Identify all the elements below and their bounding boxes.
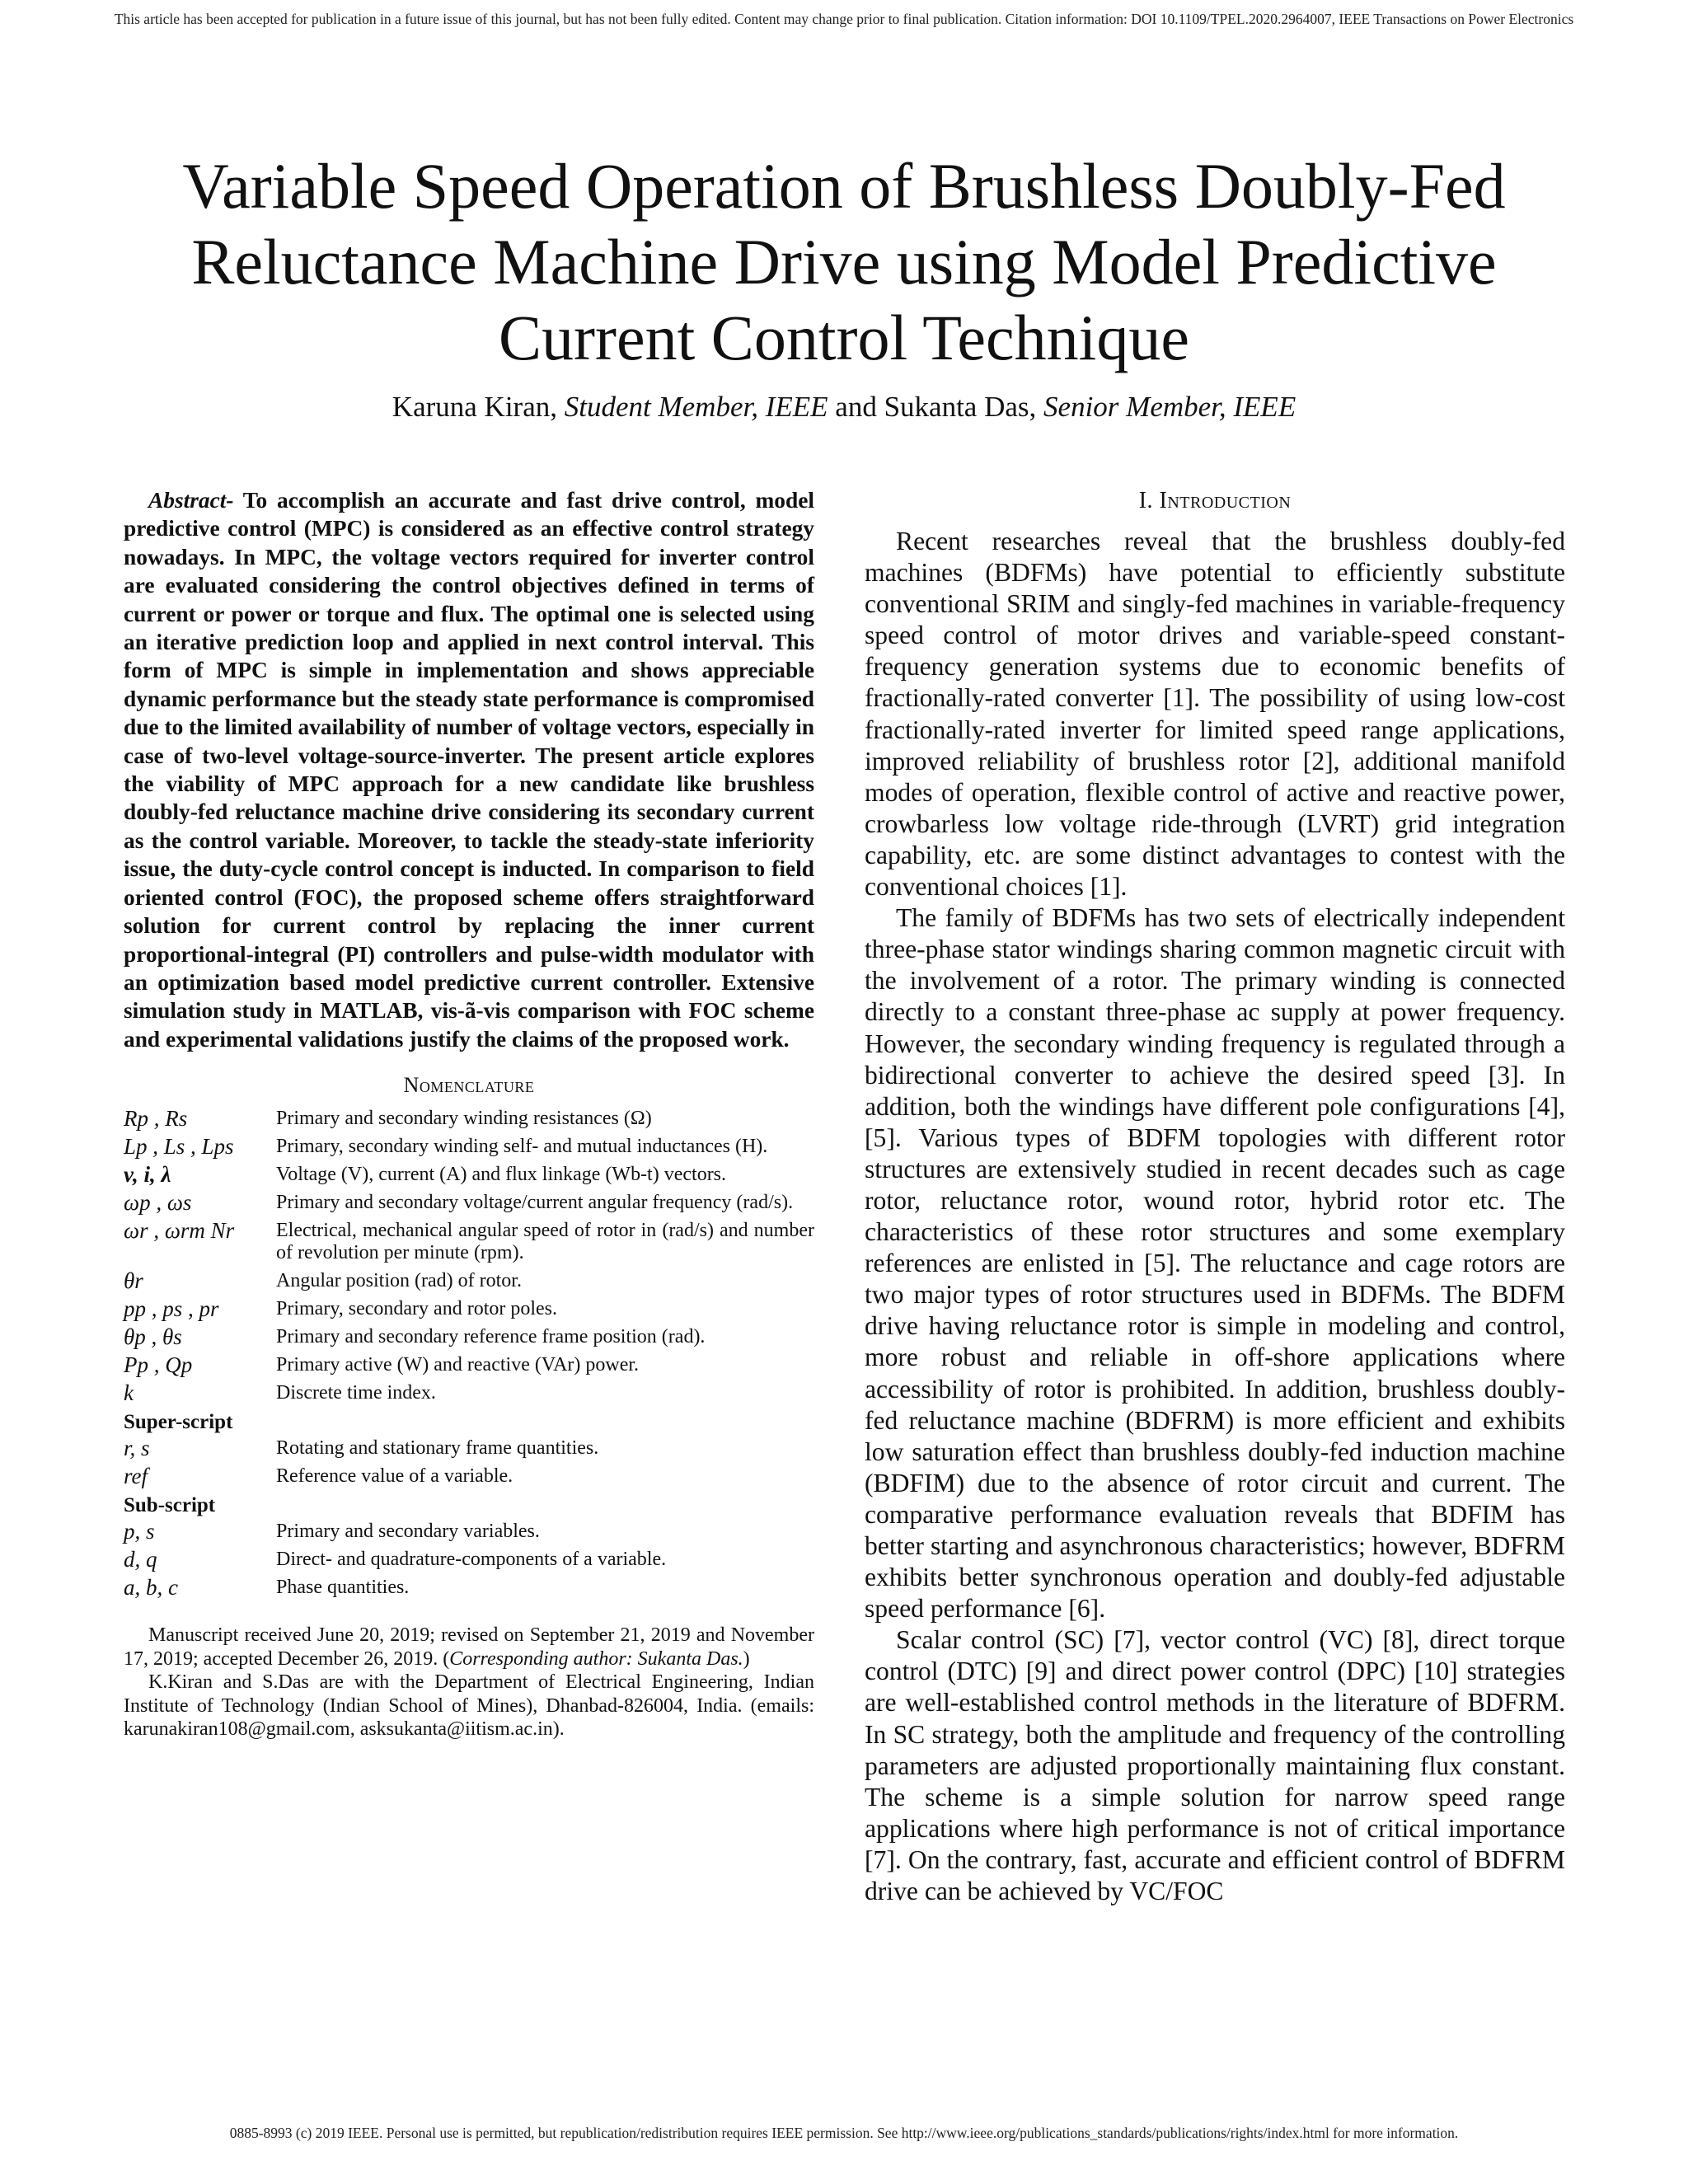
nomenclature-table <box>124 1108 814 1599</box>
nomenclature-definition: Primary and secondary winding resistances (Ω) <box>276 1108 652 1130</box>
nomenclature-symbol: ref <box>124 1464 148 1489</box>
nomenclature-row <box>124 1298 814 1320</box>
subscript-heading: Sub-script <box>124 1494 216 1517</box>
nomenclature-row <box>124 1549 814 1571</box>
nomenclature-symbol: ωp , ωs <box>124 1190 192 1216</box>
abstract <box>124 486 814 1053</box>
nomenclature-symbol: p, s <box>124 1519 155 1544</box>
nomenclature-row <box>124 1465 814 1488</box>
nomenclature-symbol: d, q <box>124 1547 157 1572</box>
nomenclature-definition: Discrete time index. <box>276 1382 436 1404</box>
corresponding-author: Corresponding author: Sukanta Das. <box>449 1647 743 1670</box>
manuscript-dates: Manuscript received June 20, 2019; revised on September 21, 2019 and November 17, 2019; accepted December 26, 2019. ( <box>124 1624 814 1670</box>
nomenclature-definition: Primary active (W) and reactive (VAr) power. <box>276 1354 640 1376</box>
nomenclature-definition: Angular position (rad) of rotor. <box>276 1270 522 1292</box>
nomenclature-row <box>124 1437 814 1460</box>
nomenclature-symbol: θr <box>124 1268 143 1294</box>
abstract-text: To accomplish an accurate and fast drive control, model predictive control (MPC) is considered as an effective control strategy nowadays. In MPC, the voltage vectors required for inverter control are evaluated considering the control objectives defined in terms of current or power or torque and flux. The optimal one is selected using an iterative prediction loop and applied in next control interval. This form of MPC is simple in implementation and shows appreciable dynamic performance but the steady state performance is compromised due to the limited availability of number of voltage vectors, especially in case of two-level voltage-source-inverter. The present article explores the viability of MPC approach for a new candidate like brushless doubly-fed reluctance machine drive considering its secondary current as the control variable. Moreover, to tackle the steady-state inferiority issue, the duty-cycle control concept is inducted. In comparison to field oriented control (FOC), the proposed scheme offers straightforward solution for current control by replacing the inner current proportional-integral (PI) controllers and pulse-width modulator with an optimization based model predictive current controller. Extensive simulation study in MATLAB, vis-ã-vis comparison with FOC scheme and experimental validations justify the claims of the proposed work. <box>124 488 814 1052</box>
nomenclature-symbol: Lp , Ls , Lps <box>124 1134 234 1160</box>
nomenclature-symbol: r, s <box>124 1436 150 1461</box>
nomenclature-definition: Primary and secondary variables. <box>276 1521 540 1543</box>
nomenclature-row <box>124 1270 814 1292</box>
nomenclature-symbol: a, b, c <box>124 1575 178 1601</box>
left-column <box>124 486 814 1741</box>
copyright-footer: 0885-8993 (c) 2019 IEEE. Personal use is permitted, but republication/redistribution requires IEEE permission. See http://www.ieee.org/publications_standards/publications/rights/index.html for more information. <box>229 2125 1459 2141</box>
nomenclature-definition: Phase quantities. <box>276 1577 410 1599</box>
nomenclature-row <box>124 1164 814 1186</box>
nomenclature-symbol: θp , θs <box>124 1324 182 1350</box>
nomenclature-symbol: pp , ps , pr <box>124 1296 219 1322</box>
nomenclature-symbol: v, i, λ <box>124 1162 171 1188</box>
nomenclature-row <box>124 1136 814 1158</box>
right-column <box>865 488 1565 1907</box>
nomenclature-symbol: k <box>124 1380 134 1406</box>
journal-notice: This article has been accepted for publication in a future issue of this journal, but has not been fully edited. Content may change prior to final publication. Citation information: DOI 10.1109/TPEL.2020.2964007, IEEE Transactions on Power Electronics <box>114 11 1574 27</box>
manuscript-note-close: ) <box>743 1647 750 1670</box>
nomenclature-row <box>124 1354 814 1376</box>
author-2-role: Senior Member, IEEE <box>1043 391 1296 423</box>
author-2-name: Sukanta Das, <box>884 391 1037 423</box>
section-heading-introduction: I. Introduction <box>1138 488 1292 513</box>
nomenclature-heading: Nomenclature <box>403 1073 535 1098</box>
nomenclature-row <box>124 1577 814 1599</box>
nomenclature-row <box>124 1220 814 1264</box>
nomenclature-definition: Voltage (V), current (A) and flux linkage (Wb-t) vectors. <box>276 1164 727 1186</box>
nomenclature-row <box>124 1382 814 1404</box>
author-1-role: Student Member, IEEE <box>564 391 828 423</box>
nomenclature-symbol: Rp , Rs <box>124 1106 188 1132</box>
author-conjunction: and <box>835 391 877 423</box>
nomenclature-definition: Electrical, mechanical angular speed of rotor in (rad/s) and number of revolution per minute (rpm). <box>276 1220 814 1264</box>
nomenclature-definition: Primary, secondary winding self- and mutual inductances (H). <box>276 1136 768 1158</box>
nomenclature-row <box>124 1326 814 1348</box>
footnotes <box>124 1624 814 1741</box>
nomenclature-definition: Direct- and quadrature-components of a variable. <box>276 1549 667 1571</box>
nomenclature-row <box>124 1521 814 1543</box>
nomenclature-definition: Primary and secondary reference frame position (rad). <box>276 1326 706 1348</box>
nomenclature-definition: Primary, secondary and rotor poles. <box>276 1298 558 1320</box>
nomenclature-definition: Reference value of a variable. <box>276 1465 513 1488</box>
author-1-name: Karuna Kiran, <box>392 391 557 423</box>
paragraph: Recent researches reveal that the brushless doubly-fed machines (BDFMs) have potential to efficiently substitute conventional SRIM and singly-fed machines in variable-frequency speed control of motor drives and variable-speed constant-frequency generation systems due to economic benefits of fractionally-rated converter [1]. The possibility of using low-cost fractionally-rated inverter for limited speed range applications, improved reliability of brushless rotor [2], additional manifold modes of operation, flexible control of active and reactive power, crowbarless low voltage ride-through (LVRT) grid integration capability, etc. are some distinct advantages to contest with the conventional choices [1]. <box>865 527 1565 902</box>
superscript-heading: Super-script <box>124 1411 233 1434</box>
paragraph: The family of BDFMs has two sets of electrically independent three-phase stator windings sharing common magnetic circuit with the involvement of a rotor. The primary winding is connected directly to a constant three-phase ac supply at power frequency. However, the secondary winding frequency is regulated through a bidirectional converter to achieve the desired speed [3]. In addition, both the windings have different pole configurations [4], [5]. Various types of BDFM topologies with different rotor structures are extensively studied in recent decades such as cage rotor, reluctance rotor, wound rotor, hybrid rotor etc. The characteristics of these rotor structures and some exemplary references are enlisted in [5]. The reluctance and cage rotors are two major types of rotor structures used in BDFMs. The BDFM drive having reluctance rotor is simple in modeling and control, more robust and reliable in off-shore applications where accessibility of rotor is prohibited. In addition, brushless doubly-fed reluctance machine (BDFRM) is more efficient and exhibits low saturation effect than brushless doubly-fed induction machine (BDFIM) due to the absence of rotor circuit and current. The comparative performance evaluation reveals that BDFIM has better starting and asynchronous characteristics; however, BDFRM exhibits better synchronous operation and doubly-fed adjustable speed performance [6]. <box>865 903 1565 1624</box>
nomenclature-row <box>124 1192 814 1214</box>
nomenclature-definition: Primary and secondary voltage/current angular frequency (rad/s). <box>276 1192 794 1214</box>
author-line <box>0 389 1688 425</box>
nomenclature-symbol: ωr , ωrm Nr <box>124 1218 235 1244</box>
nomenclature-row <box>124 1108 814 1130</box>
nomenclature-definition: Rotating and stationary frame quantities. <box>276 1437 599 1460</box>
abstract-heading: Abstract- <box>148 488 234 513</box>
paragraph: Scalar control (SC) [7], vector control (VC) [8], direct torque control (DTC) [9] and direct power control (DPC) [10] strategies are well-established control methods in the literature of BDFRM. In SC strategy, both the amplitude and frequency of the controlling parameters are adjusted proportionally maintaining flux constant. The scheme is a simple solution for narrow speed range applications where high performance is not of critical importance [7]. On the contrary, fast, accurate and efficient control of BDFRM drive can be achieved by VC/FOC <box>865 1625 1565 1906</box>
introduction-body <box>865 526 1565 1907</box>
affiliation-note: K.Kiran and S.Das are with the Department of Electrical Engineering, Indian Institute of Technology (Indian School of Mines), Dhanbad-826004, India. (emails: karunakiran108@gmail.com, asksukanta@iitism.ac.in). <box>124 1671 814 1741</box>
nomenclature-symbol: Pp , Qp <box>124 1352 193 1378</box>
manuscript-note <box>124 1624 814 1671</box>
paper-title: Variable Speed Operation of Brushless Doubly-Fed Reluctance Machine Drive using Model Predictive Current Control Technique <box>182 150 1506 373</box>
